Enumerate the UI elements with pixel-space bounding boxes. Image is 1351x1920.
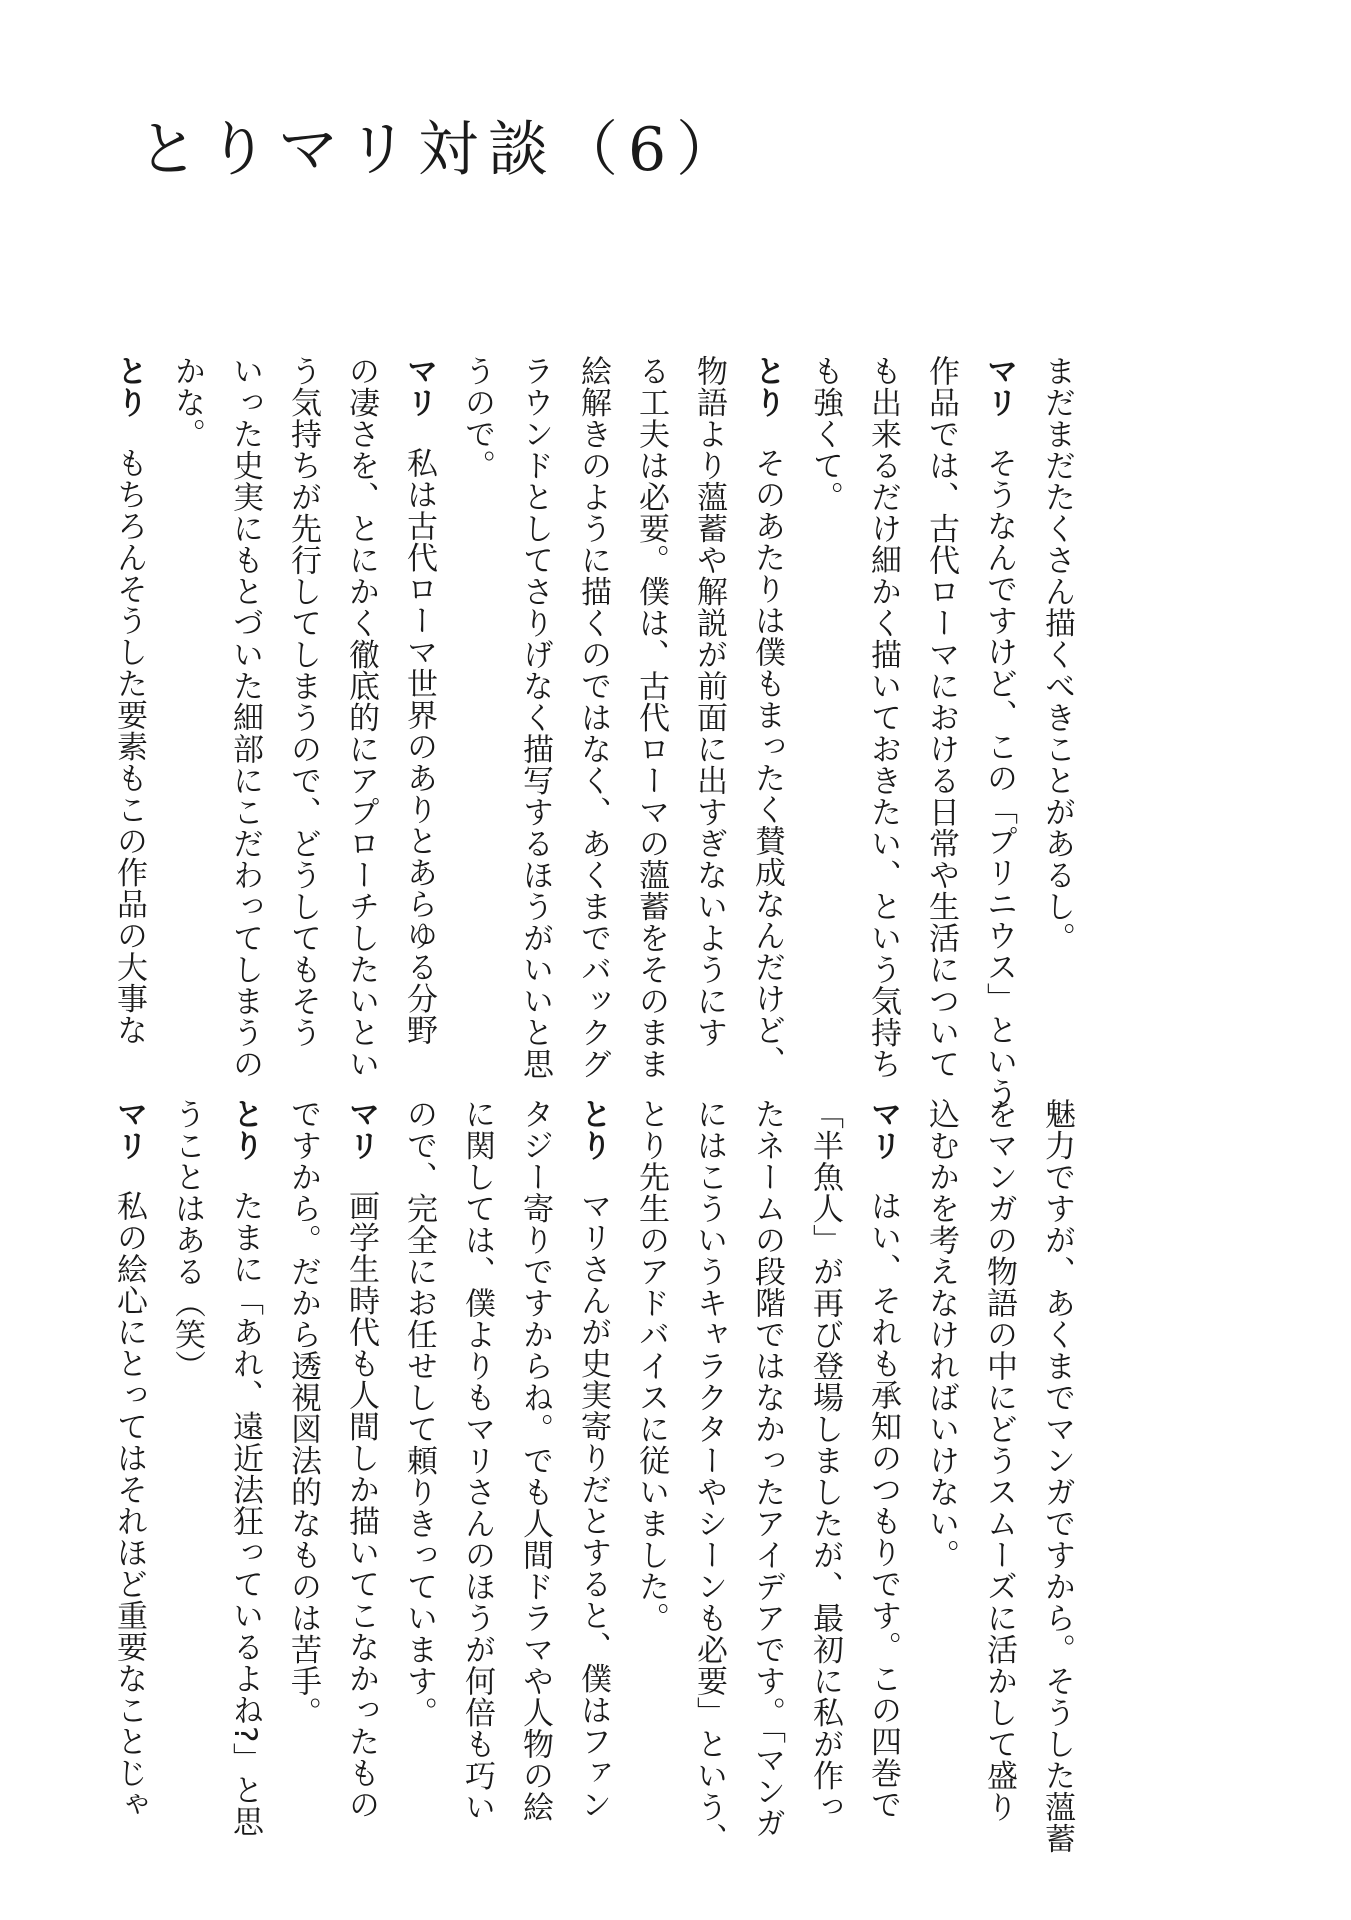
dialogue-text: うことはある（笑） bbox=[169, 1098, 205, 1382]
dialogue-text: たネームの段階ではなかったアイデアです。「マンガ bbox=[749, 1098, 785, 1839]
dialogue-line bbox=[158, 1098, 216, 1808]
speaker-label: マリ bbox=[981, 355, 1017, 418]
dialogue-line bbox=[1028, 1098, 1086, 1854]
dialogue-text: いった史実にもとづいた細部にこだわってしまうの bbox=[227, 355, 263, 1080]
dialogue-line bbox=[448, 355, 506, 1065]
speaker-label: とり bbox=[227, 1098, 263, 1161]
dialogue-text: そのあたりは僕もまったく賛成なんだけど、 bbox=[749, 447, 785, 1078]
dialogue-text: かな。 bbox=[169, 355, 205, 450]
dialogue-line bbox=[216, 355, 274, 1080]
dialogue-text: 魅力ですが、あくまでマンガですから。そうした薀蓄 bbox=[1039, 1098, 1075, 1854]
dialogue-text: る工夫は必要。僕は、古代ローマの薀蓄をそのまま bbox=[633, 355, 669, 1080]
dialogue-text: 私の絵心にとってはそれほど重要なことじゃ bbox=[111, 1190, 147, 1821]
dialogue-line bbox=[274, 355, 332, 1065]
dialogue-line bbox=[622, 355, 680, 1080]
dialogue-text: うので。 bbox=[459, 355, 495, 481]
dialogue-text: 「半魚人」が再び登場しましたが、最初に私が作っ bbox=[807, 1098, 843, 1823]
dialogue-block-bottom bbox=[100, 1098, 1086, 1854]
dialogue-line bbox=[680, 1098, 738, 1854]
dialogue-line bbox=[796, 1098, 854, 1823]
dialogue-text: う気持ちが先行してしまうので、どうしてもそう bbox=[285, 355, 321, 1048]
speaker-label: とり bbox=[749, 355, 785, 418]
dialogue-text: も強くて。 bbox=[807, 355, 843, 513]
dialogue-text: まだまだたくさん描くべきことがあるし。 bbox=[1039, 355, 1075, 954]
dialogue-text: ので、完全にお任せして頼りきっています。 bbox=[401, 1098, 437, 1728]
dialogue-line bbox=[216, 1098, 274, 1838]
dialogue-text: にはこういうキャラクターやシーンも必要」という、 bbox=[691, 1098, 727, 1854]
speaker-label: マリ bbox=[111, 1098, 147, 1161]
dialogue-line bbox=[970, 355, 1028, 1109]
dialogue-line bbox=[912, 1098, 970, 1808]
dialogue-text: たまに「あれ、遠近法狂っているよね?」と思 bbox=[227, 1190, 263, 1838]
dialogue-line bbox=[332, 355, 390, 1080]
dialogue-line bbox=[158, 355, 216, 1065]
dialogue-line bbox=[100, 1098, 158, 1821]
dialogue-line bbox=[738, 1098, 796, 1839]
dialogue-line bbox=[854, 355, 912, 1080]
dialogue-line bbox=[564, 355, 622, 1080]
dialogue-line bbox=[1028, 355, 1086, 1065]
dialogue-text: マリさんが史実寄りだとすると、僕はファン bbox=[575, 1190, 611, 1821]
speaker-label: マリ bbox=[865, 1098, 901, 1161]
dialogue-line bbox=[390, 1098, 448, 1808]
dialogue-text: をマンガの物語の中にどうスムーズに活かして盛り bbox=[981, 1098, 1017, 1823]
dialogue-text: もちろんそうした要素もこの作品の大事な bbox=[111, 447, 147, 1046]
dialogue-text: はい、それも承知のつもりです。この四巻で bbox=[865, 1190, 901, 1821]
dialogue-line bbox=[854, 1098, 912, 1821]
dialogue-text: に関しては、僕よりもマリさんのほうが何倍も巧い bbox=[459, 1098, 495, 1823]
speaker-label: とり bbox=[111, 355, 147, 418]
dialogue-line bbox=[332, 1098, 390, 1821]
page-title: とりマリ対談（6） bbox=[138, 115, 747, 185]
dialogue-text: 画学生時代も人間しか描いてこなかったもの bbox=[343, 1190, 379, 1821]
dialogue-line bbox=[622, 1098, 680, 1808]
dialogue-line bbox=[796, 355, 854, 1065]
dialogue-line bbox=[680, 355, 738, 1065]
dialogue-block-top bbox=[100, 355, 1086, 1109]
dialogue-text: そうなんですけど、この「プリニウス」という bbox=[981, 447, 1017, 1109]
dialogue-text: ラウンドとしてさりげなく描写するほうがいいと思 bbox=[517, 355, 553, 1080]
dialogue-text: タジー寄りですからね。でも人間ドラマや人物の絵 bbox=[517, 1098, 553, 1823]
dialogue-text: ですから。だから透視図法的なものは苦手。 bbox=[285, 1098, 321, 1728]
dialogue-line bbox=[506, 1098, 564, 1823]
dialogue-line bbox=[506, 355, 564, 1080]
dialogue-line bbox=[912, 355, 970, 1080]
dialogue-line bbox=[448, 1098, 506, 1823]
speaker-label: マリ bbox=[343, 1098, 379, 1161]
dialogue-text: の凄さを、とにかく徹底的にアプローチしたいとい bbox=[343, 355, 379, 1080]
dialogue-line bbox=[738, 355, 796, 1078]
dialogue-text: とり先生のアドバイスに従いました。 bbox=[633, 1098, 669, 1634]
dialogue-text: 私は古代ローマ世界のありとあらゆる分野 bbox=[401, 447, 437, 1046]
dialogue-line bbox=[970, 1098, 1028, 1823]
dialogue-text: 絵解きのように描くのではなく、あくまでバックグ bbox=[575, 355, 611, 1080]
dialogue-text: 込むかを考えなければいけない。 bbox=[923, 1098, 959, 1571]
speaker-label: とり bbox=[575, 1098, 611, 1161]
dialogue-text: 物語より薀蓄や解説が前面に出すぎないようにす bbox=[691, 355, 727, 1048]
dialogue-text: 作品では、古代ローマにおける日常や生活について bbox=[923, 355, 959, 1080]
speaker-label: マリ bbox=[401, 355, 437, 418]
dialogue-line bbox=[100, 355, 158, 1065]
dialogue-line bbox=[564, 1098, 622, 1821]
dialogue-text: も出来るだけ細かく描いておきたい、という気持ち bbox=[865, 355, 901, 1080]
dialogue-line bbox=[274, 1098, 332, 1808]
dialogue-line bbox=[390, 355, 448, 1065]
